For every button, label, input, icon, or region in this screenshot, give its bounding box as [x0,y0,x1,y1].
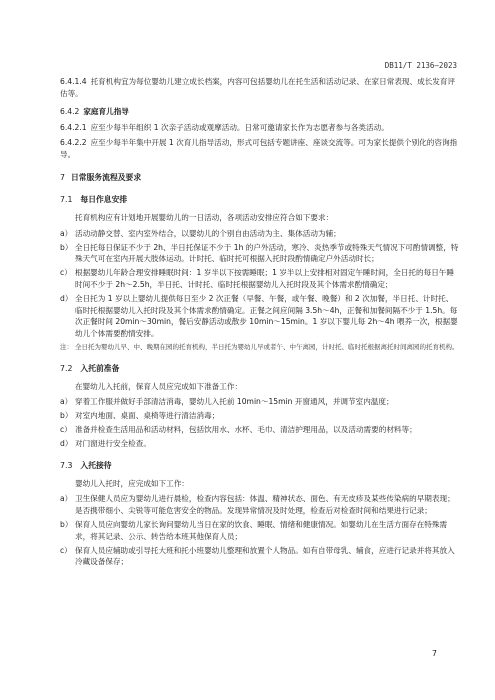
clause-text: 应至少每半年集中开展 1 次育儿指导活动，形式可包括专题讲座、座谈交流等。可为家长提供个别化的咨询指导。 [60,138,458,160]
list-marker: b） [60,242,73,252]
list-item [60,424,460,436]
page-content [60,76,460,570]
heading-title: 入托接待 [80,460,112,470]
heading-title: 入托前准备 [80,363,120,373]
list-item [60,410,460,422]
list-item [60,438,460,450]
heading-number: 6.4.2 [60,106,80,116]
heading-7-3 [60,460,460,472]
list-item-text: 对室内地面、桌面、桌椅等进行清洁消毒； [75,411,220,421]
list-item-text: 保育人员应向婴幼儿家长询问婴幼儿当日在家的饮食、睡眠、情绪和健康情况。如婴幼儿在生活方面存在特殊需求，将其记录、公示、转告给本班其他保育人员； [75,519,448,541]
list-item-text: 对门窗进行安全检查。 [75,438,151,448]
list-item [60,242,460,266]
heading-title: 日常服务流程及要求 [70,172,142,182]
heading-number: 7.3 [60,460,73,470]
requirements-list-7-1 [60,228,460,340]
list-item [60,493,460,517]
heading-title: 家庭育儿指导 [83,106,129,116]
heading-6-4-2 [60,106,460,117]
list-item-text: 穿着工作服并做好手部清洁消毒，婴幼儿入托前 10min～15min 开窗通风，并调节室内温度； [75,397,394,407]
heading-7-2 [60,363,460,375]
list-item [60,519,460,543]
list-item [60,228,460,240]
heading-number: 7 [60,172,65,182]
list-marker: b） [60,411,73,421]
list-item-text: 保育人员应辅助或引导托大班和托小班婴幼儿整理和放置个人物品。如有自带母乳、辅食，应进行记录并将其放入冷藏设备保存； [75,545,455,567]
list-marker: c） [60,424,72,434]
clause-number: 6.4.1.4 [60,77,87,86]
list-item-text: 活动动静交替、室内室外结合，以婴幼儿的个别自由活动为主、集体活动为辅； [75,228,341,238]
list-marker: a） [60,397,73,407]
list-marker: d） [60,293,73,303]
requirements-list-7-2 [60,396,460,449]
clause-text: 应至少每半年组织 1 次亲子活动或观摩活动。日常可邀请家长作为志愿者参与各类活动。 [90,122,389,132]
heading-7-1 [60,194,460,206]
note-label: 注： [60,342,73,351]
page-number: 7 [432,649,437,658]
list-item [60,396,460,408]
note-text: 全日托为婴幼儿早、中、晚期在园的托育机构，半日托为婴幼儿早或者午、中午离园，计时托、临时托根据离托时间离园的托育机构。 [75,342,459,351]
clause-6-4-2-2 [60,137,460,161]
list-item-text: 卫生保健人员应为婴幼儿进行晨检，检查内容包括：体温、精神状态、面色、有无皮疹及某些传染病的早期表现；是否携带细小、尖锐等可能危害安全的物品。发现异常情况及时处理，检查后对检查时间和结果进行记录； [75,494,455,516]
clause-6-4-1-4 [60,76,460,100]
document-number: DB11/T 2136—2023 [384,61,457,70]
list-marker: a） [60,494,73,504]
heading-number: 7.1 [60,194,73,204]
heading-7 [60,172,460,184]
list-marker: d） [60,438,73,448]
section-intro: 托育机构应有计划地开展婴幼儿的一日活动，各项活动安排应符合如下要求： [75,212,334,222]
heading-title: 每日作息安排 [80,194,128,204]
list-item-text: 全日托为 1 岁以上婴幼儿提供每日至少 2 次正餐（早餐、午餐，或午餐、晚餐）和 2 次加餐，半日托、计时托、临时托根据婴幼儿入托时段及其个体需求酌情确定。正餐之间应间隔 3.5h～4h，正餐和加餐间隔不少于 1.5h。每次正餐时间 20min～30min，餐后安静活动或散步 10min～15min。1 岁以下婴儿每 2h～4h 喂养一次，根据婴幼儿个体需要酌情安排。 [75,293,458,339]
clause-number: 6.4.2.2 [60,138,87,148]
list-item [60,545,460,569]
list-item-text: 准备并检查生活用品和活动材料，包括饮用水、水杯、毛巾、清洁护理用品，以及活动需要的材料等； [75,424,417,434]
clause-6-4-2-1 [60,122,460,134]
clause-number: 6.4.2.1 [60,122,87,132]
clause-text: 托育机构宜为每位婴幼儿建立成长档案，内容可包括婴幼儿在托生活和活动记录、在家日常表现、成长发育评估等。 [60,77,456,98]
requirements-list-7-3 [60,493,460,568]
list-item-text: 根据婴幼儿年龄合理安排睡眠时间：1 岁半以下按需睡眠；1 岁半以上安排相对固定午睡时间，全日托的每日午睡时间不少于 2h～2.5h，半日托、计时托、临时托根据婴幼儿入托时段及其个体需求酌情确定； [75,268,454,289]
list-marker: c） [60,268,72,278]
section-intro: 婴幼儿入托时，应完成如下工作： [75,478,189,488]
heading-number: 7.2 [60,363,73,373]
list-marker: a） [60,228,73,238]
section-intro: 在婴幼儿入托前，保育人员应完成如下准备工作： [75,381,243,391]
list-marker: c） [60,545,72,555]
note [60,342,460,353]
list-item-text: 全日托每日保证不少于 2h、半日托保证不少于 1h 的户外活动，寒冷、炎热季节或特殊天气情况下可酌情调整，特殊天气可在室内开展大肢体运动。计时托、临时托可根据入托时段酌情确定户外活动时长； [75,242,459,264]
list-marker: b） [60,519,73,529]
list-item [60,267,460,291]
list-item [60,293,460,340]
